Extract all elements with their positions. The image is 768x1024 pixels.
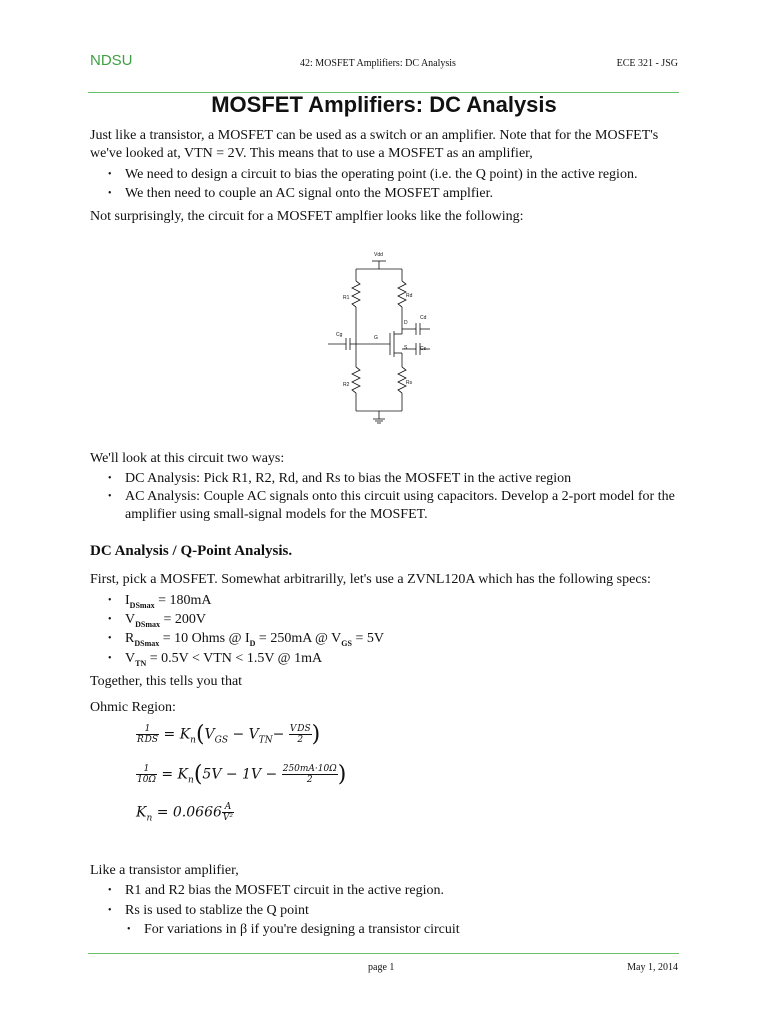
label-g: G (374, 335, 378, 341)
ohmic-region-label: Ohmic Region: (90, 700, 176, 715)
label-cg: Cg (336, 332, 343, 338)
page-title: MOSFET Amplifiers: DC Analysis (211, 92, 557, 117)
spec-id-max: $I_{DSmax} = 180mA$ (125, 593, 212, 610)
equation-1: $\frac{1}{\text{R DS}}$ = $K_n(V_{GS} - V_{TN}-$ $\frac{\text{V DS}}{2}$ ) (137, 722, 321, 747)
label-rs: Rs (406, 380, 413, 386)
bullet-icon: • (108, 188, 112, 199)
bullet-icon: • (108, 491, 112, 502)
bullet-icon: • (108, 595, 112, 606)
label-cd: Cd (420, 315, 427, 321)
intro-line-2: we've looked at, VTN = 2V. This means that to use a MOSFET as an amplifier, (90, 146, 533, 161)
bullet-icon: • (108, 633, 112, 644)
ways-ac-2: amplifier using small-signal models for the MOSFET. (125, 507, 428, 522)
label-rd: Rd (406, 293, 413, 299)
label-r1: R1 (343, 295, 350, 301)
footer-rule (88, 953, 679, 954)
spec-vds-max: $V_{DSmax} = 200V$ (125, 612, 207, 629)
label-d: D (404, 320, 408, 326)
header-title: 42: MOSFET Amplifiers: DC Analysis (300, 58, 456, 69)
together-text: Together, this tells you that (90, 674, 243, 689)
bias-bullet: R1 and R2 bias the MOSFET circuit in the active region. (125, 883, 444, 898)
spec-vtn: $V_{TN} = 0.5V$ < VTN < 1.5V @ 1mA (125, 651, 323, 668)
intro-line-1: Just like a transistor, a MOSFET can be used as a switch or an amplifier. Note that for the MOSFET's (90, 128, 659, 143)
equation-2: $\frac{1}{10\Omega}$ = $K_n(5V - 1V$ − $\frac{250mA\cdot 10\Omega}{2}$ ) (137, 762, 347, 787)
header-brand: NDSU (90, 52, 133, 69)
intro-after: Not surprisingly, the circuit for a MOSFET amplfier looks like the following: (90, 209, 524, 224)
spec-rds: $R_{DSmax} = 10$ Ohms @ $I_D = 250mA$ @ $V_{GS} = 5V$ (125, 631, 384, 648)
bullet-icon: • (127, 924, 131, 935)
label-s: S (404, 345, 408, 351)
bullet-icon: • (108, 614, 112, 625)
ways-dc: DC Analysis: Pick R1, R2, Rd, and Rs to bias the MOSFET in the active region (125, 471, 572, 486)
footer-page: page 1 (368, 962, 395, 973)
label-cs: Cs (420, 346, 427, 352)
intro-bullet-1: We need to design a circuit to bias the operating point (i.e. the Q point) in the active region. (125, 167, 638, 182)
rs-bullet: Rs is used to stablize the Q point (125, 903, 309, 918)
like-transistor: Like a transistor amplifier, (90, 863, 239, 878)
mosfet-amplifier-circuit (320, 245, 440, 430)
bullet-icon: • (108, 905, 112, 916)
section-heading: DC Analysis / Q-Point Analysis. (90, 543, 293, 559)
label-vdd: Vdd (374, 252, 383, 258)
ways-lead: We'll look at this circuit two ways: (90, 451, 285, 466)
bullet-icon: • (108, 653, 112, 664)
bullet-icon: • (108, 169, 112, 180)
bullet-icon: • (108, 473, 112, 484)
ways-ac-1: AC Analysis: Couple AC signals onto this circuit using capacitors. Develop a 2-port model for the (125, 489, 675, 504)
label-r2: R2 (343, 382, 350, 388)
equation-3: $K_n = 0.0666$ $\frac{A}{\text{V²}}$ (136, 802, 233, 824)
header-course: ECE 321 - JSG (616, 58, 678, 69)
pick-mosfet: First, pick a MOSFET. Somewhat arbitrarilly, let's use a ZVNL120A which has the following specs: (90, 572, 651, 587)
beta-subbullet: For variations in β if you're designing a transistor circuit (144, 922, 460, 937)
bullet-icon: • (108, 885, 112, 896)
intro-bullet-2: We then need to couple an AC signal onto the MOSFET amplfier. (125, 186, 493, 201)
footer-date: May 1, 2014 (627, 962, 678, 973)
